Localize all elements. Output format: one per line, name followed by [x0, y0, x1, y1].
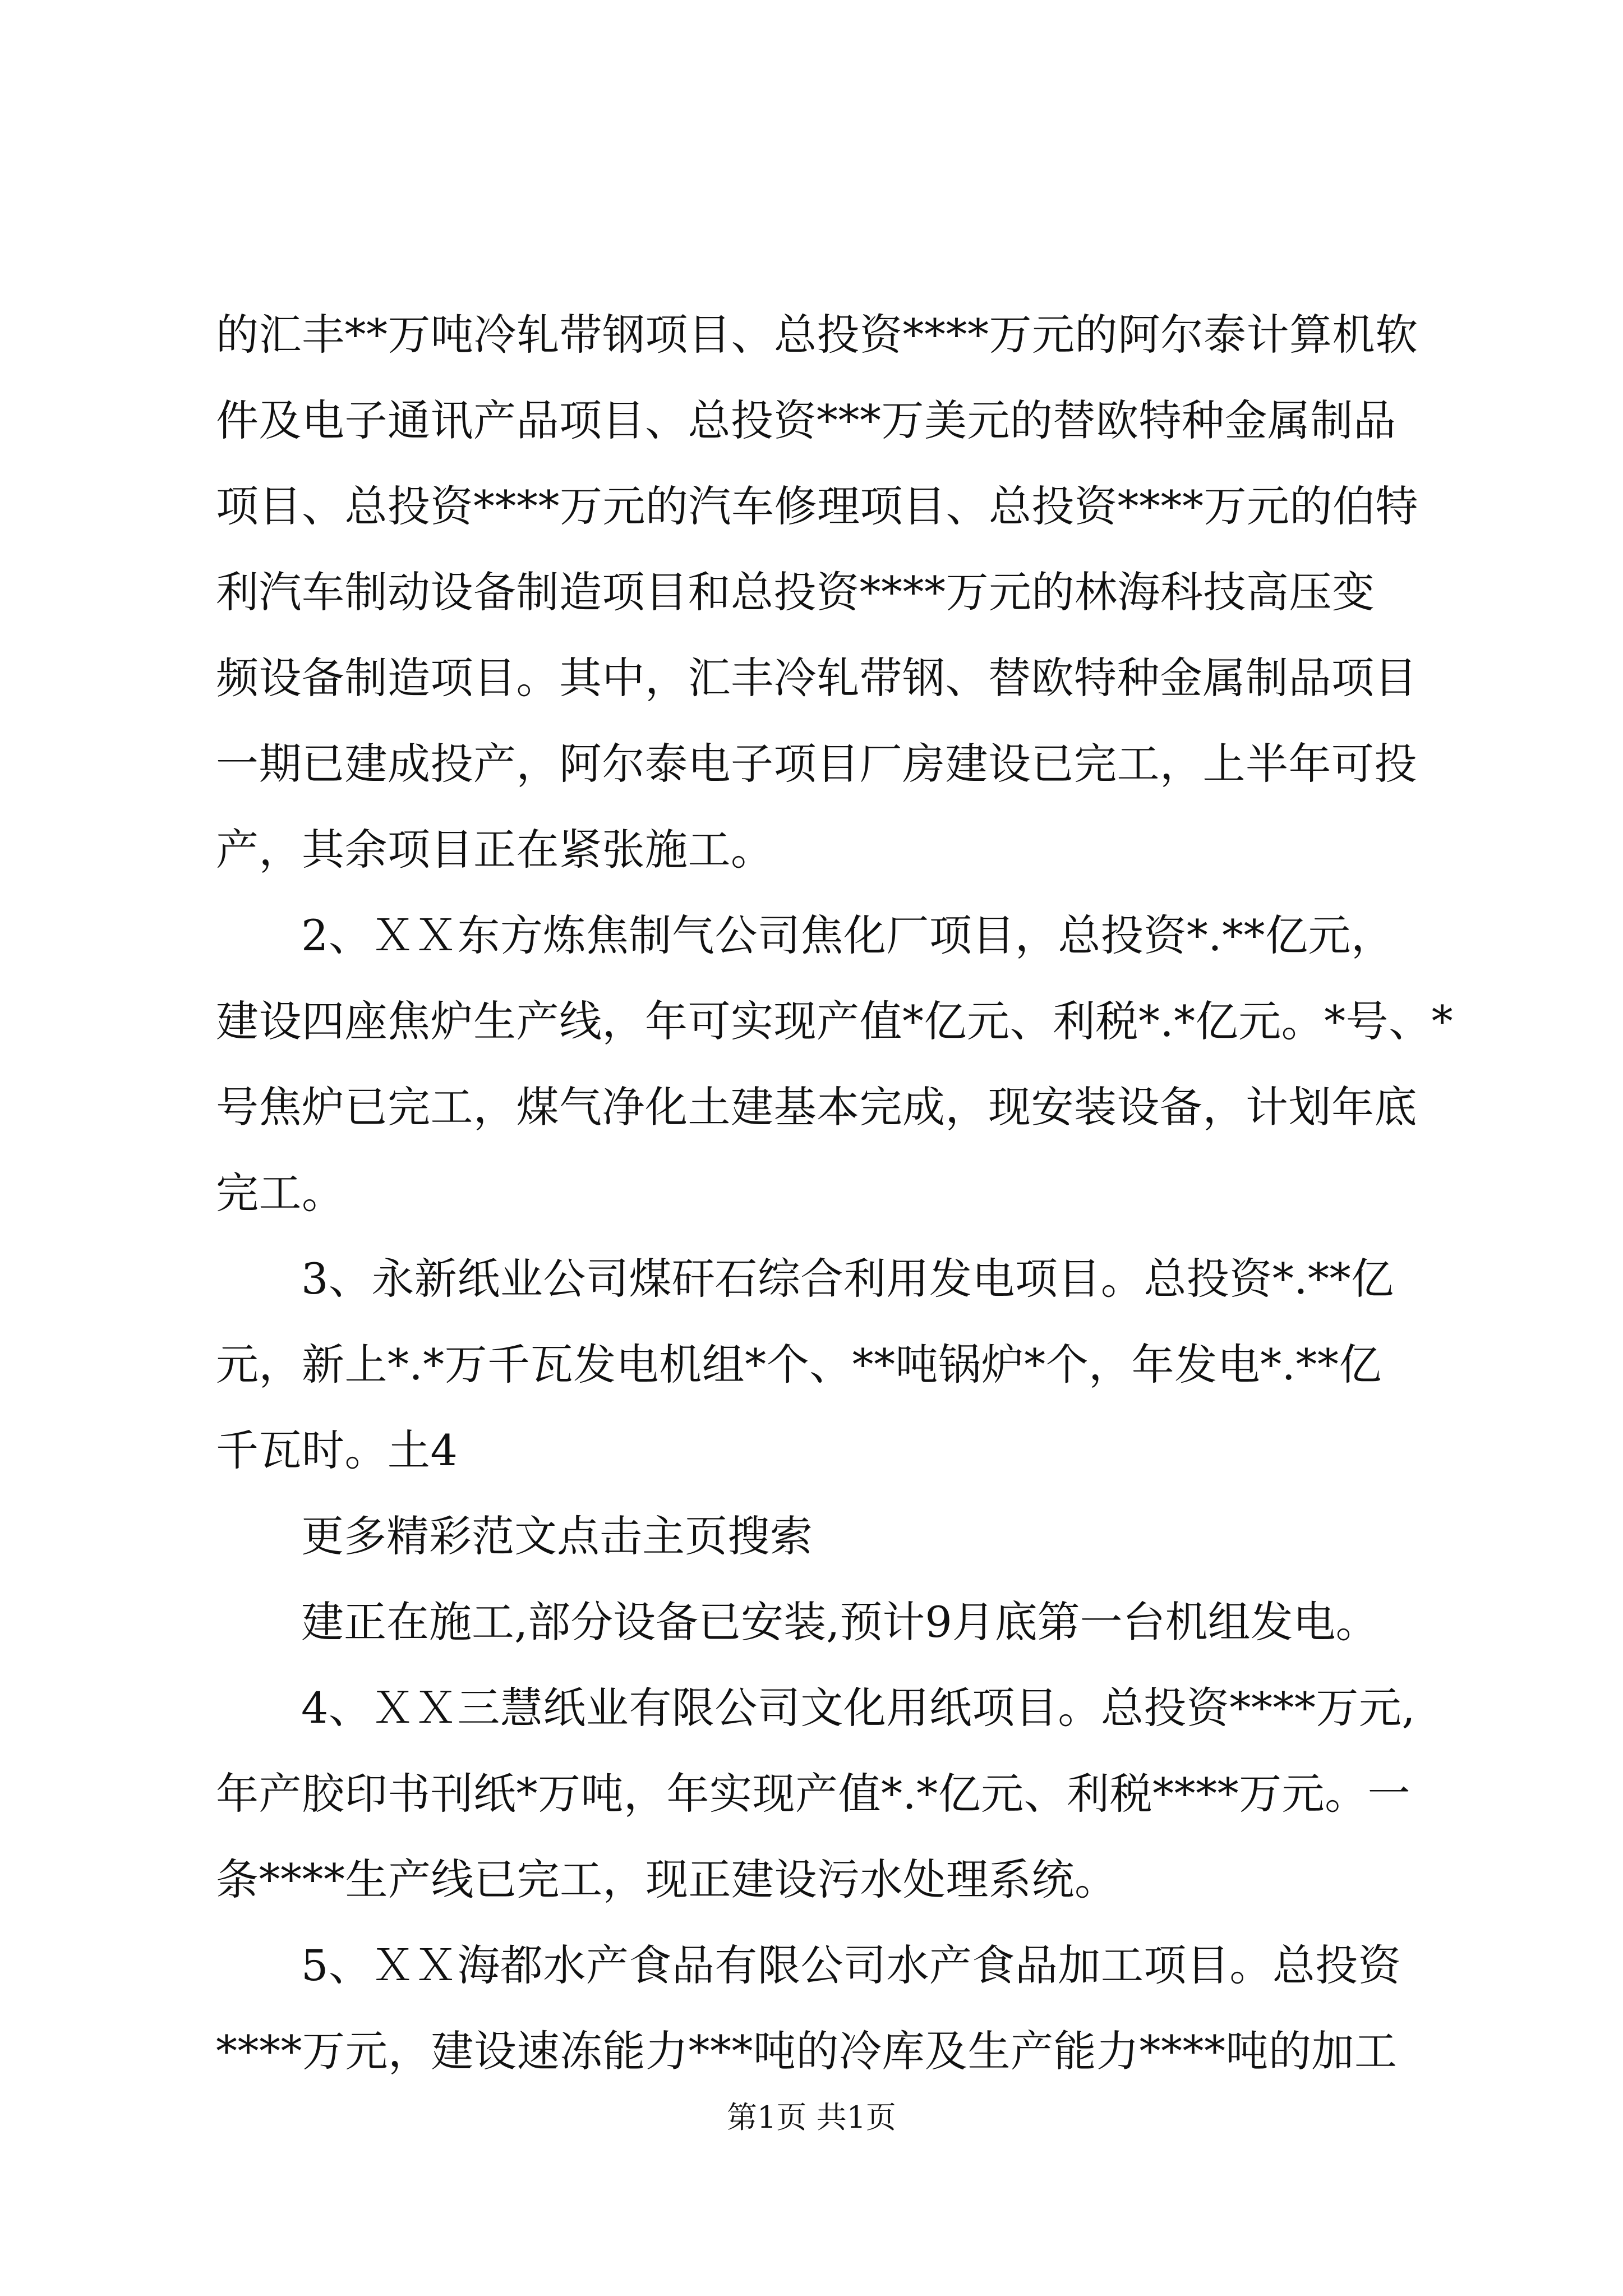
promo-link-text: 更多精彩范文点击主页搜索 [301, 1511, 813, 1561]
text-line: 产，其余项目正在紧张施工。 [216, 825, 774, 875]
text-line: 的汇丰**万吨冷轧带钢项目、总投资****万元的阿尔泰计算机软 [216, 310, 1418, 360]
text-line: 利汽车制动设备制造项目和总投资****万元的林海科技高压变 [216, 567, 1375, 617]
text-line: 条****生产线已完工，现正建设污水处理系统。 [216, 1855, 1118, 1904]
text-line: 5、ＸＸ海都水产食品有限公司水产食品加工项目。总投资 [301, 1940, 1401, 1990]
text-line: 3、永新纸业公司煤矸石综合利用发电项目。总投资*.**亿 [301, 1254, 1394, 1304]
text-line: 建设四座焦炉生产线，年可实现产值*亿元、利税*.*亿元。*号、* [216, 996, 1454, 1046]
text-line: 建正在施工,部分设备已安装,预计9月底第一台机组发电。 [301, 1597, 1378, 1647]
text-line: 元，新上*.*万千瓦发电机组*个、**吨锅炉*个，年发电*.**亿 [216, 1340, 1382, 1389]
text-line: 项目、总投资****万元的汽车修理项目、总投资****万元的伯特 [216, 481, 1418, 531]
text-line: 千瓦时。土4 [216, 1425, 458, 1475]
text-line: 件及电子通讯产品项目、总投资***万美元的替欧特种金属制品 [216, 395, 1396, 445]
text-line: 年产胶印书刊纸*万吨，年实现产值*.*亿元、利税****万元。一 [216, 1769, 1411, 1819]
page-footer: 第1页 共1页 [727, 2100, 896, 2135]
text-line: 号焦炉已完工，煤气净化土建基本完成，现安装设备，计划年底 [216, 1082, 1417, 1132]
text-line: 频设备制造项目。其中，汇丰冷轧带钢、替欧特种金属制品项目 [216, 653, 1417, 703]
document-body [216, 292, 1454, 2094]
text-line: 2、ＸＸ东方炼焦制气公司焦化厂项目，总投资*.**亿元， [301, 910, 1394, 960]
text-line: 一期已建成投产，阿尔泰电子项目厂房建设已完工，上半年可投 [216, 739, 1417, 789]
text-line: 完工。 [216, 1168, 345, 1218]
text-line: 4、ＸＸ三慧纸业有限公司文化用纸项目。总投资****万元, [301, 1683, 1416, 1733]
text-line: ****万元，建设速冻能力***吨的冷库及生产能力****吨的加工 [216, 2026, 1398, 2076]
